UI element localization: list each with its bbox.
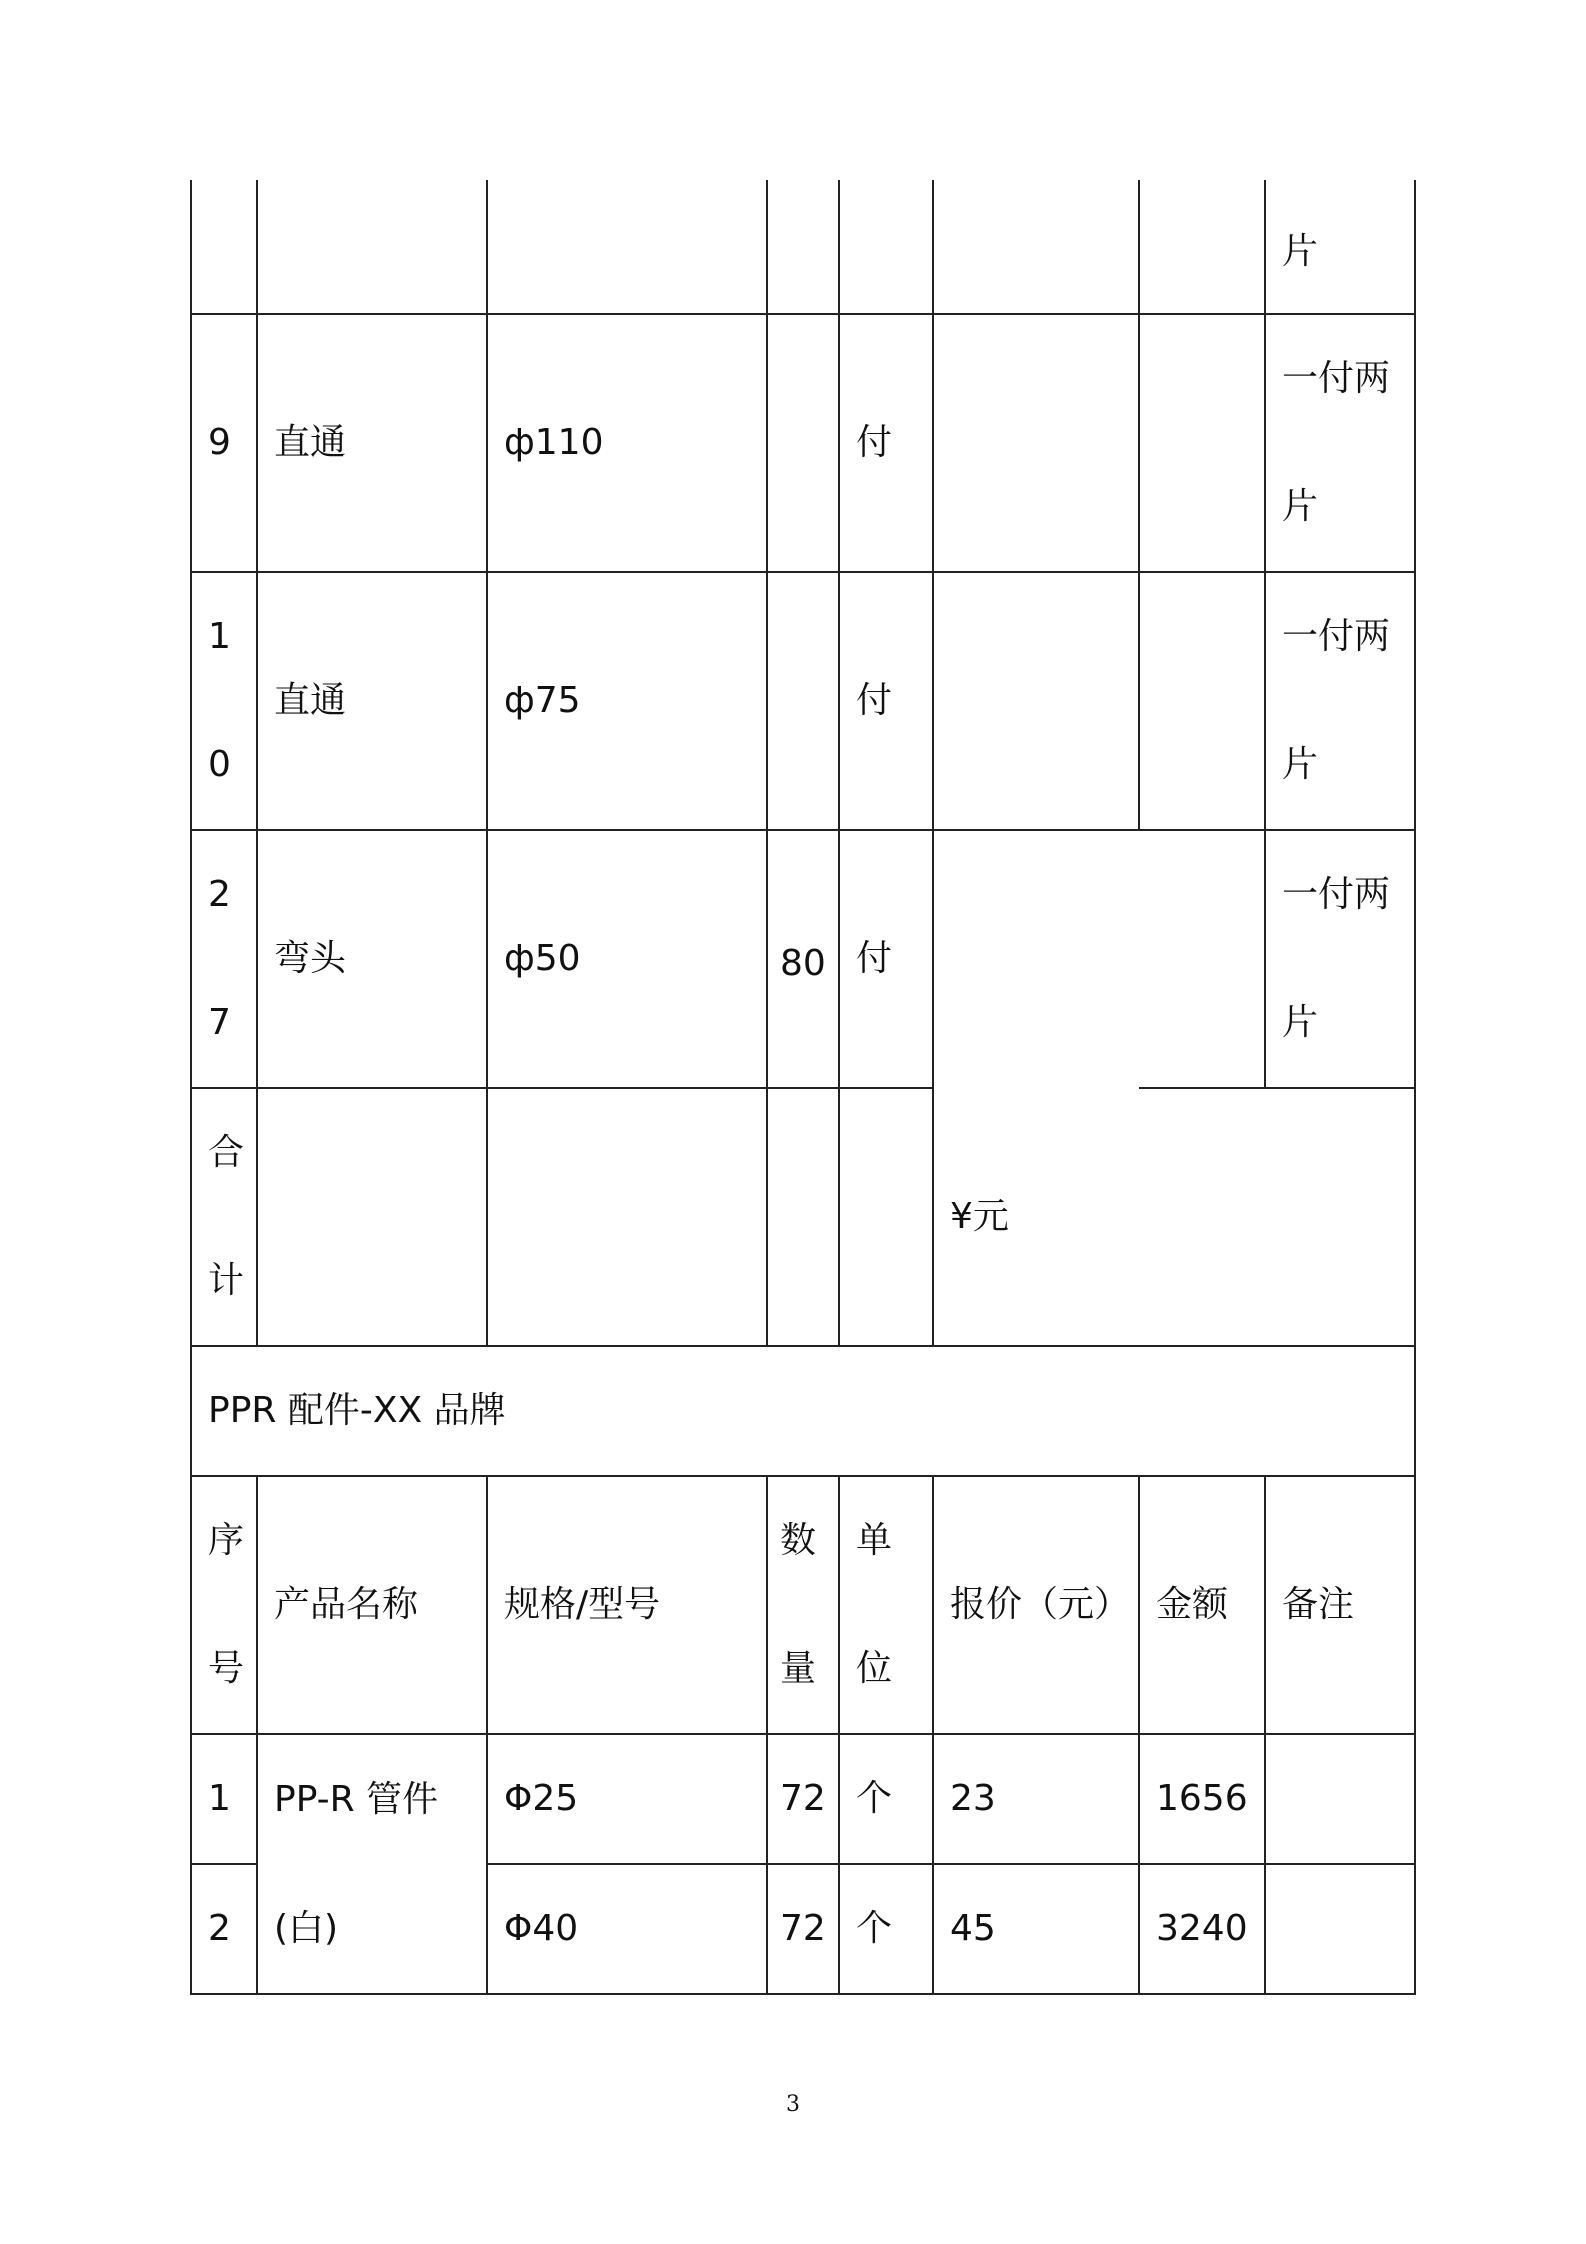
remark-cell: 一付两 片	[1265, 572, 1415, 830]
product-name: 直通	[257, 572, 487, 830]
product-name: PP-R 管件	[257, 1734, 487, 1864]
table-row	[191, 1864, 1415, 1994]
unit: 付	[839, 572, 933, 830]
header-row	[191, 1476, 1415, 1734]
header-name: 产品名称	[257, 1476, 487, 1734]
header-no: 序 号	[191, 1476, 257, 1734]
unit: 个	[839, 1864, 933, 1994]
amount: 3240	[1139, 1864, 1265, 1994]
remark-cell: 片	[1265, 180, 1415, 314]
table-row	[191, 1734, 1415, 1864]
table-row	[191, 180, 1415, 314]
product-spec: ф75	[487, 572, 767, 830]
amount: 1656	[1139, 1734, 1265, 1864]
product-spec: Φ25	[487, 1734, 767, 1864]
price	[933, 572, 1139, 830]
product-name: 弯头	[257, 830, 487, 1088]
price	[933, 314, 1139, 572]
product-spec: Φ40	[487, 1864, 767, 1994]
table-row	[191, 572, 1415, 830]
table-row	[191, 830, 1415, 1088]
header-price: 报价（元）	[933, 1476, 1139, 1734]
quote-table	[190, 180, 1416, 1995]
total-label: 合 计	[191, 1088, 257, 1346]
section-row	[191, 1346, 1415, 1476]
quantity: 80	[767, 830, 839, 1088]
quantity: 72	[767, 1864, 839, 1994]
product-name: 直通	[257, 314, 487, 572]
product-spec: ф110	[487, 314, 767, 572]
price: 45	[933, 1864, 1139, 1994]
unit: 付	[839, 830, 933, 1088]
remark-cell: 一付两 片	[1265, 314, 1415, 572]
remark-cell	[1265, 1734, 1415, 1864]
total-row	[191, 1088, 1415, 1346]
header-amount: 金额	[1139, 1476, 1265, 1734]
header-spec: 规格/型号	[487, 1476, 767, 1734]
table-row	[191, 314, 1415, 572]
product-name: (白)	[257, 1864, 487, 1994]
row-number: 1 0	[191, 572, 257, 830]
header-remark: 备注	[1265, 1476, 1415, 1734]
page-number: 3	[786, 2092, 800, 2117]
header-qty: 数 量	[767, 1476, 839, 1734]
section-title: PPR 配件-XX 品牌	[191, 1346, 1415, 1476]
amount	[1139, 572, 1265, 830]
quantity: 72	[767, 1734, 839, 1864]
row-number: 2	[191, 1864, 257, 1994]
remark-cell	[1265, 1864, 1415, 1994]
amount	[1139, 314, 1265, 572]
quantity	[767, 572, 839, 830]
remark-cell: 一付两 片	[1265, 830, 1415, 1088]
row-number: 9	[191, 314, 257, 572]
unit: 付	[839, 314, 933, 572]
unit: 个	[839, 1734, 933, 1864]
product-spec: ф50	[487, 830, 767, 1088]
quantity	[767, 314, 839, 572]
header-unit: 单 位	[839, 1476, 933, 1734]
total-value: ¥元	[933, 1088, 1415, 1346]
price: 23	[933, 1734, 1139, 1864]
row-number: 2 7	[191, 830, 257, 1088]
row-number: 1	[191, 1734, 257, 1864]
